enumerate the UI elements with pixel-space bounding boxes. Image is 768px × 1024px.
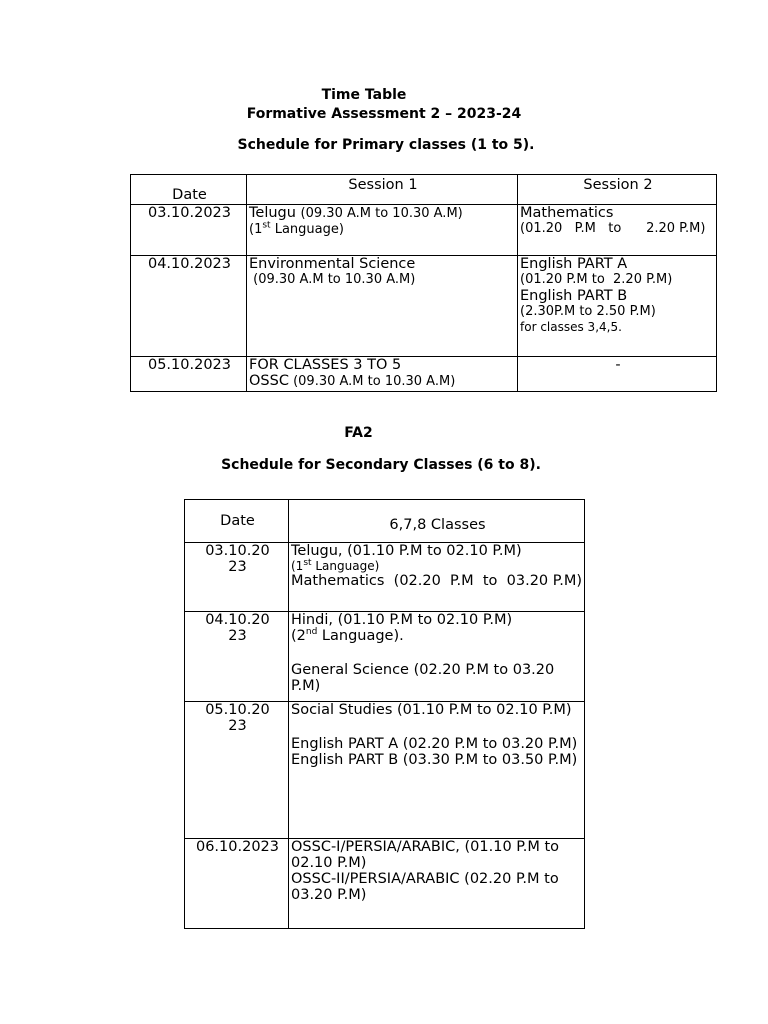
secondary-schedule-table — [184, 499, 585, 929]
header-session-2: Session 2 — [518, 175, 717, 205]
session-1-cell — [247, 205, 518, 256]
header-date: Date — [185, 500, 289, 543]
table-row — [185, 702, 585, 839]
fa2-label: FA2 — [344, 425, 373, 441]
subject-line: Mathematics (02.20 P.M to 03.20 P.M) — [291, 573, 583, 589]
time: (01.20 P.M to 2.20 P.M) — [520, 221, 706, 236]
subject-line: Hindi, (01.10 P.M to 02.10 P.M) — [291, 612, 513, 628]
subject-line: English PART A (02.20 P.M to 03.20 P.M) — [291, 736, 578, 752]
subject: OSSC — [249, 373, 289, 389]
subject: English PART B — [520, 288, 628, 304]
schedule-cell — [289, 612, 585, 702]
session-2-cell: - — [518, 357, 717, 392]
title-formative-assessment: Formative Assessment 2 – 2023-24 — [246, 106, 522, 122]
time: (01.20 P.M to 2.20 P.M) — [520, 272, 673, 287]
subject: Telugu — [249, 205, 296, 221]
schedule-cell — [289, 839, 585, 929]
language-note: (1st Language) — [249, 220, 344, 237]
table-row — [185, 612, 585, 702]
classes-note: FOR CLASSES 3 TO 5 — [249, 357, 402, 373]
title-secondary-schedule: Schedule for Secondary Classes (6 to 8). — [221, 457, 541, 473]
session-2-cell — [518, 205, 717, 256]
subject: Mathematics — [520, 205, 614, 221]
date-cell: 05.10.20 23 — [185, 702, 289, 839]
date-cell: 03.10.2023 — [131, 205, 247, 256]
header-classes: 6,7,8 Classes — [289, 500, 585, 543]
date-cell: 06.10.2023 — [185, 839, 289, 929]
subject: Environmental Science — [249, 256, 416, 272]
subject-line: General Science (02.20 P.M to 03.20 P.M) — [291, 662, 555, 694]
subject-line: OSSC-I/PERSIA/ARABIC, (01.10 P.M to 02.10 P.M) — [291, 839, 560, 871]
subject-line: Telugu, (01.10 P.M to 02.10 P.M) — [291, 543, 522, 559]
language-note: (1st Language) — [291, 558, 380, 573]
table-row — [131, 357, 717, 392]
session-2-cell — [518, 256, 717, 357]
header-date: Date — [131, 175, 247, 205]
header-session-1: Session 1 — [247, 175, 518, 205]
table-row — [185, 839, 585, 929]
subject-line: English PART B (03.30 P.M to 03.50 P.M) — [291, 752, 578, 768]
date-cell: 04.10.20 23 — [185, 612, 289, 702]
table-header-row — [131, 175, 717, 205]
table-row — [185, 543, 585, 612]
date-cell: 05.10.2023 — [131, 357, 247, 392]
title-primary-schedule: Schedule for Primary classes (1 to 5). — [237, 137, 535, 153]
subject: English PART A — [520, 256, 628, 272]
time: (09.30 A.M to 10.30 A.M) — [249, 272, 416, 287]
session-1-cell — [247, 357, 518, 392]
subject-line: Social Studies (01.10 P.M to 02.10 P.M) — [291, 702, 572, 718]
table-row — [131, 205, 717, 256]
time: (2.30P.M to 2.50 P.M) — [520, 304, 656, 319]
primary-schedule-table — [130, 174, 717, 392]
date-cell: 03.10.20 23 — [185, 543, 289, 612]
schedule-cell — [289, 702, 585, 839]
language-note: (2nd Language). — [291, 627, 404, 644]
title-time-table: Time Table — [321, 87, 407, 103]
subject-line: OSSC-II/PERSIA/ARABIC (02.20 P.M to 03.20 P.M) — [291, 871, 559, 903]
schedule-cell — [289, 543, 585, 612]
time: (09.30 A.M to 10.30 A.M) — [300, 206, 463, 221]
table-header-row — [185, 500, 585, 543]
table-row — [131, 256, 717, 357]
date-cell: 04.10.2023 — [131, 256, 247, 357]
time: (09.30 A.M to 10.30 A.M) — [288, 374, 456, 389]
classes-note: for classes 3,4,5. — [520, 320, 622, 334]
session-1-cell — [247, 256, 518, 357]
